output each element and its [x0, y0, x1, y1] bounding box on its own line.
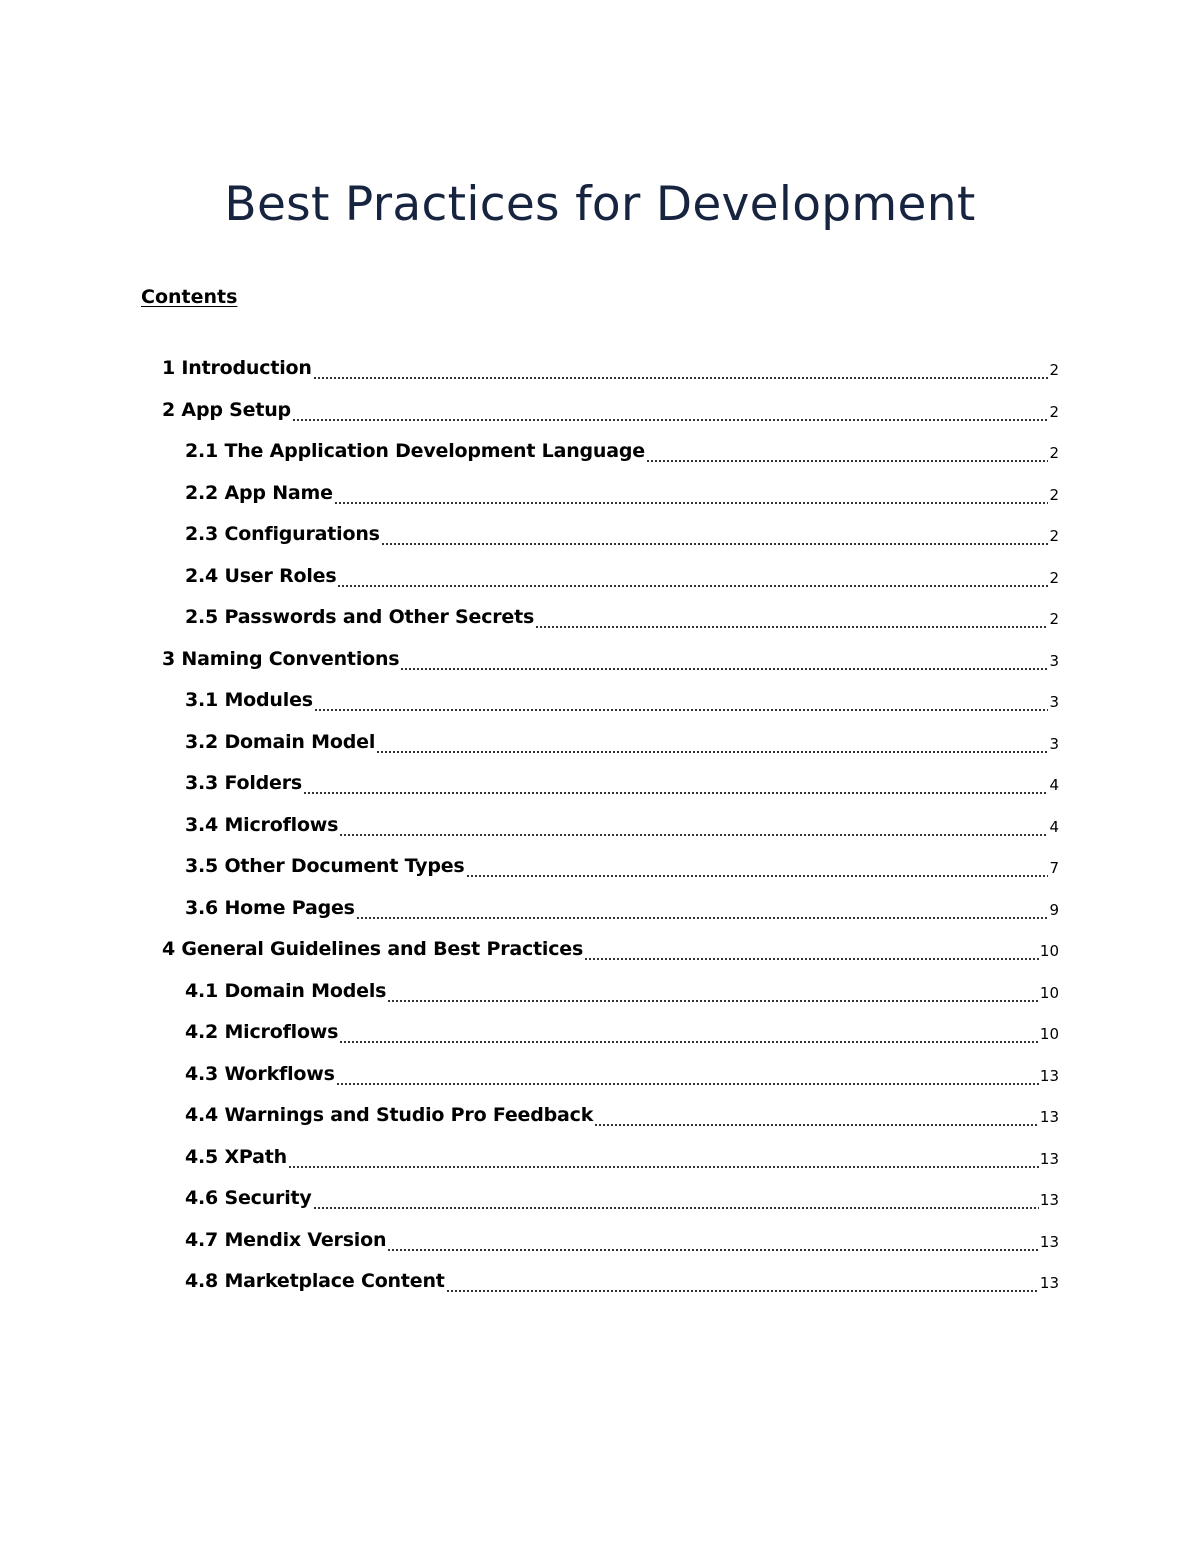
toc-page-number[interactable]: 2: [1049, 527, 1059, 545]
toc-dot-leader: [336, 1054, 1039, 1094]
toc-entry[interactable]: [0, 556, 1200, 598]
toc-dot-leader: [313, 1178, 1039, 1218]
toc-page-number[interactable]: 4: [1049, 776, 1059, 794]
toc-page-number[interactable]: 13: [1039, 1108, 1059, 1126]
toc-entry[interactable]: [0, 390, 1200, 432]
toc-entry-title[interactable]: 4.4 Warnings and Studio Pro Feedback: [185, 1104, 594, 1126]
toc-entry-title[interactable]: 2.4 User Roles: [185, 564, 337, 587]
toc-entry[interactable]: [0, 1054, 1200, 1096]
toc-entry-title[interactable]: 2 App Setup: [162, 398, 291, 421]
toc-dot-leader: [313, 348, 1049, 388]
toc-page-number[interactable]: 13: [1039, 1149, 1059, 1168]
toc-dot-leader: [381, 514, 1049, 554]
toc-dot-leader: [339, 805, 1048, 845]
toc-dot-leader: [288, 1137, 1039, 1177]
toc-dot-leader: [339, 1012, 1039, 1052]
toc-entry-title[interactable]: 3 Naming Conventions: [162, 647, 400, 670]
toc-dot-leader: [376, 722, 1048, 762]
toc-entry-title[interactable]: 2.2 App Name: [185, 481, 333, 504]
toc-entry-title[interactable]: 3.6 Home Pages: [185, 896, 355, 919]
toc-entry[interactable]: [0, 1178, 1200, 1220]
toc-dot-leader: [584, 929, 1039, 969]
toc-page-number[interactable]: 3: [1049, 651, 1059, 670]
toc-page-number[interactable]: 10: [1039, 1025, 1059, 1043]
toc-entry-title[interactable]: 3.1 Modules: [185, 689, 313, 711]
toc-dot-leader: [594, 1095, 1039, 1135]
toc-entry-title[interactable]: 4.8 Marketplace Content: [185, 1270, 445, 1292]
toc-entry-title[interactable]: 4.6 Security: [185, 1187, 312, 1209]
toc-entry-title[interactable]: 4.1 Domain Models: [185, 979, 387, 1002]
toc-entry[interactable]: [0, 1095, 1200, 1137]
toc-page-number[interactable]: 13: [1039, 1066, 1059, 1085]
toc-entry-title[interactable]: 4.5 XPath: [185, 1145, 287, 1168]
toc-entry[interactable]: [0, 763, 1200, 805]
toc-dot-leader: [466, 846, 1049, 886]
toc-page-number[interactable]: 10: [1039, 942, 1059, 960]
toc-dot-leader: [303, 763, 1048, 803]
toc-dot-leader: [334, 473, 1049, 513]
toc-dot-leader: [314, 680, 1049, 720]
toc-page-number[interactable]: 3: [1049, 693, 1059, 711]
toc-entry-title[interactable]: 3.4 Microflows: [185, 813, 339, 836]
toc-dot-leader: [387, 971, 1039, 1011]
toc-page-number[interactable]: 7: [1049, 859, 1059, 877]
toc-entry[interactable]: [0, 1220, 1200, 1262]
toc-page-number[interactable]: 2: [1049, 402, 1059, 421]
toc-page-number[interactable]: 4: [1049, 817, 1059, 836]
toc-entry-title[interactable]: 3.3 Folders: [185, 772, 303, 794]
table-of-contents: [0, 348, 1200, 1303]
toc-entry[interactable]: [0, 1137, 1200, 1179]
toc-entry[interactable]: [0, 722, 1200, 764]
toc-dot-leader: [535, 597, 1048, 637]
toc-entry[interactable]: [0, 1261, 1200, 1303]
contents-heading: Contents: [141, 286, 238, 308]
document-title: Best Practices for Development: [224, 177, 976, 233]
toc-entry[interactable]: [0, 473, 1200, 515]
toc-entry[interactable]: [0, 805, 1200, 847]
toc-entry[interactable]: [0, 846, 1200, 888]
toc-page-number[interactable]: 2: [1049, 485, 1059, 504]
toc-page-number[interactable]: 2: [1049, 361, 1059, 379]
toc-entry-title[interactable]: 2.5 Passwords and Other Secrets: [185, 606, 535, 628]
toc-page-number[interactable]: 13: [1039, 1191, 1059, 1209]
toc-entry[interactable]: [0, 1012, 1200, 1054]
toc-dot-leader: [356, 888, 1049, 928]
toc-entry-title[interactable]: 1 Introduction: [162, 357, 312, 379]
toc-entry-title[interactable]: 3.5 Other Document Types: [185, 855, 465, 877]
toc-page-number[interactable]: 2: [1049, 444, 1059, 462]
toc-page-number[interactable]: 3: [1049, 734, 1059, 753]
toc-entry[interactable]: [0, 639, 1200, 681]
toc-page-number[interactable]: 2: [1049, 610, 1059, 628]
toc-page-number[interactable]: 10: [1039, 983, 1059, 1002]
toc-dot-leader: [646, 431, 1048, 471]
toc-entry[interactable]: [0, 348, 1200, 390]
toc-page-number[interactable]: 13: [1039, 1232, 1059, 1251]
toc-entry[interactable]: [0, 514, 1200, 556]
toc-entry-title[interactable]: 4.7 Mendix Version: [185, 1228, 387, 1251]
toc-dot-leader: [387, 1220, 1039, 1260]
toc-entry-title[interactable]: 4.3 Workflows: [185, 1062, 335, 1085]
toc-page-number[interactable]: 2: [1049, 568, 1059, 587]
toc-dot-leader: [337, 556, 1048, 596]
toc-entry-title[interactable]: 2.3 Configurations: [185, 523, 380, 545]
toc-entry[interactable]: [0, 888, 1200, 930]
toc-entry[interactable]: [0, 971, 1200, 1013]
toc-entry-title[interactable]: 2.1 The Application Development Language: [185, 440, 645, 462]
toc-entry[interactable]: [0, 929, 1200, 971]
toc-entry[interactable]: [0, 597, 1200, 639]
toc-page-number[interactable]: 9: [1049, 900, 1059, 919]
toc-entry[interactable]: [0, 680, 1200, 722]
toc-entry[interactable]: [0, 431, 1200, 473]
toc-page-number[interactable]: 13: [1039, 1274, 1059, 1292]
toc-dot-leader: [292, 390, 1049, 430]
toc-entry-title[interactable]: 4 General Guidelines and Best Practices: [162, 938, 584, 960]
toc-dot-leader: [400, 639, 1048, 679]
toc-entry-title[interactable]: 3.2 Domain Model: [185, 730, 376, 753]
toc-dot-leader: [446, 1261, 1039, 1301]
toc-entry-title[interactable]: 4.2 Microflows: [185, 1021, 339, 1043]
